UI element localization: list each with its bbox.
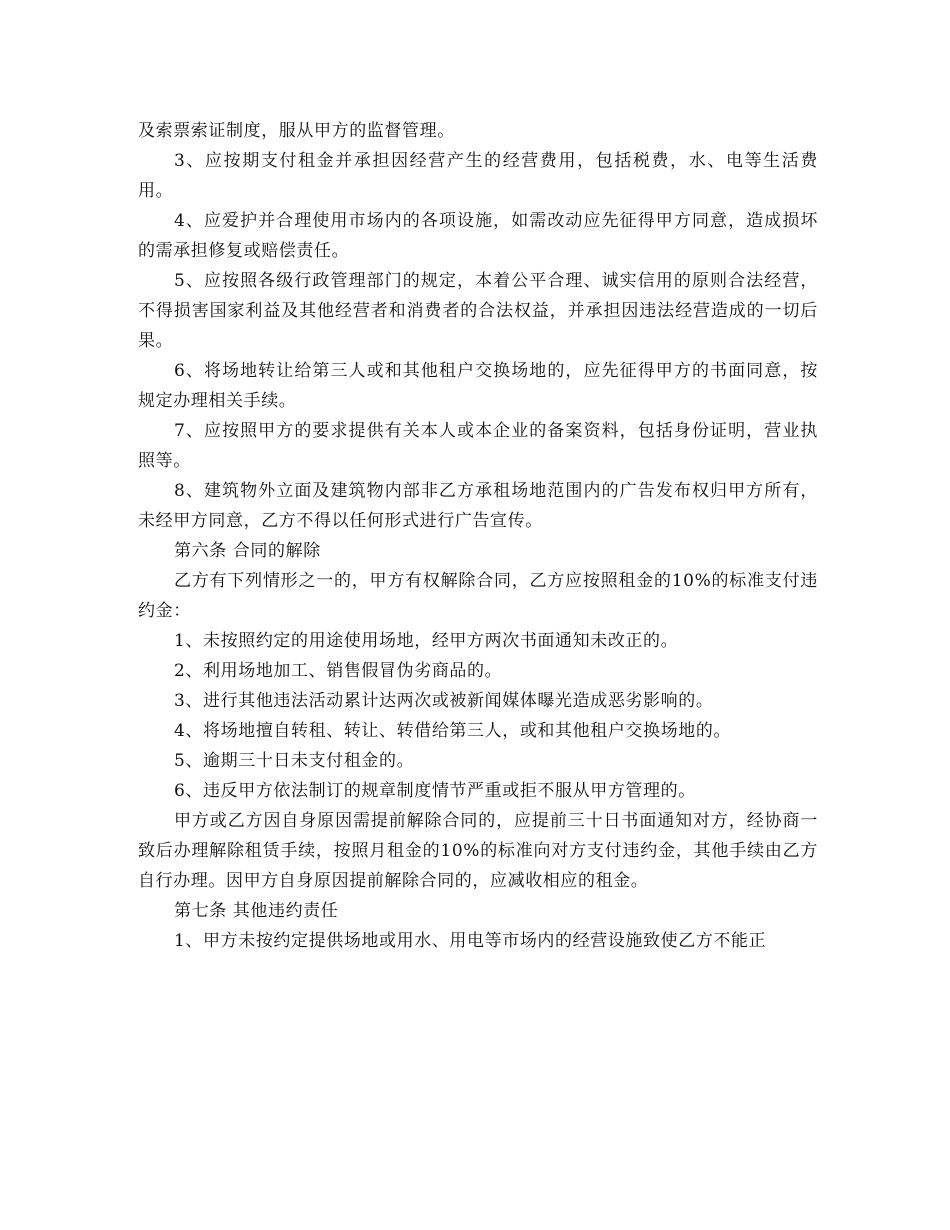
termination-item-1: 1、未按照约定的用途使用场地，经甲方两次书面通知未改正的。 [174, 631, 679, 651]
liability-item-1: 1、甲方未按约定提供场地或用水、用电等市场内的经营设施致使乙方不能正 [174, 931, 767, 951]
clause-item-4: 4、应爱护并合理使用市场内的各项设施，如需改动应先征得甲方同意，造成损坏的需承担修复或赔偿责任。 [138, 211, 818, 261]
clause-item-3: 3、应按期支付租金并承担因经营产生的经营费用，包括税费，水、电等生活费用。 [138, 151, 818, 201]
clause-item-8: 8、建筑物外立面及建筑物内部非乙方承租场地范围内的广告发布权归甲方所有，未经甲方同意，乙方不得以任何形式进行广告宣传。 [138, 481, 818, 531]
article-seven-heading: 第七条 其他违约责任 [174, 901, 339, 921]
termination-intro: 乙方有下列情形之一的，甲方有权解除合同，乙方应按照租金的10%的标准支付违约金： [138, 571, 818, 621]
clause-item-5: 5、应按照各级行政管理部门的规定，本着公平合理、诚实信用的原则合法经营，不得损害国家利益及其他经营者和消费者的合法权益，并承担因违法经营造成的一切后果。 [138, 271, 818, 351]
termination-item-6: 6、违反甲方依法制订的规章制度情节严重或拒不服从甲方管理的。 [174, 781, 696, 801]
document-body [138, 116, 818, 956]
early-termination-paragraph: 甲方或乙方因自身原因需提前解除合同的，应提前三十日书面通知对方，经协商一致后办理解除租赁手续，按照月租金的10%的标准向对方支付违约金，其他手续由乙方自行办理。因甲方自身原因提前解除合同的，应减收相应的租金。 [138, 811, 818, 891]
clause-item-6: 6、将场地转让给第三人或和其他租户交换场地的，应先征得甲方的书面同意，按规定办理相关手续。 [138, 361, 818, 411]
paragraph-continuation: 及索票索证制度，服从甲方的监督管理。 [138, 121, 455, 141]
article-six-heading: 第六条 合同的解除 [174, 541, 321, 561]
termination-item-5: 5、逾期三十日未支付租金的。 [174, 751, 415, 771]
termination-item-4: 4、将场地擅自转租、转让、转借给第三人，或和其他租户交换场地的。 [174, 721, 732, 741]
clause-item-7: 7、应按照甲方的要求提供有关本人或本企业的备案资料，包括身份证明，营业执照等。 [138, 421, 818, 471]
termination-item-3: 3、进行其他违法活动累计达两次或被新闻媒体曝光造成恶劣影响的。 [174, 691, 714, 711]
termination-item-2: 2、利用场地加工、销售假冒伪劣商品的。 [174, 661, 503, 681]
